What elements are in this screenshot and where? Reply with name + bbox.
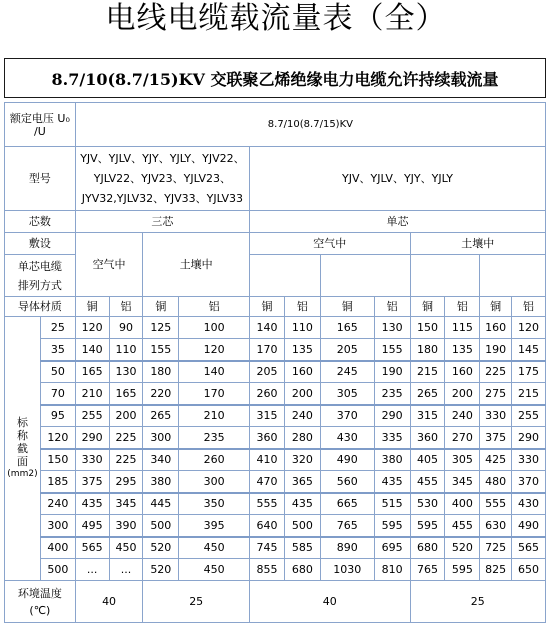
- col-copper: 铜: [250, 297, 285, 317]
- ampacity-cell: 515: [374, 493, 410, 515]
- ampacity-cell: 205: [320, 339, 374, 361]
- ampacity-cell: 90: [109, 317, 143, 339]
- ampacity-cell: 315: [250, 405, 285, 427]
- ampacity-cell: 120: [179, 339, 250, 361]
- ampacity-cell: 125: [143, 317, 179, 339]
- ampacity-cell: 260: [250, 383, 285, 405]
- ambient-single-soil: 25: [410, 581, 545, 623]
- section-size: 150: [40, 449, 75, 471]
- ampacity-cell: 225: [109, 449, 143, 471]
- cores-row: [5, 211, 546, 233]
- single-core-header: 单芯: [250, 211, 546, 233]
- material-row: [5, 297, 546, 317]
- ampacity-cell: 890: [320, 537, 374, 559]
- ampacity-cell: 345: [445, 471, 480, 493]
- ampacity-cell: 140: [179, 361, 250, 383]
- table-row: [5, 559, 546, 581]
- ampacity-cell: 630: [480, 515, 512, 537]
- ampacity-cell: 370: [320, 405, 374, 427]
- ampacity-cell: 110: [284, 317, 320, 339]
- ampacity-cell: 295: [109, 471, 143, 493]
- ampacity-cell: 345: [109, 493, 143, 515]
- model-row: [5, 147, 546, 211]
- rated-voltage-label: 额定电压 U₀ /U: [5, 103, 76, 147]
- ampacity-cell: 350: [179, 493, 250, 515]
- arrangement-diagram-2: [320, 255, 410, 297]
- ampacity-cell: 190: [374, 361, 410, 383]
- ampacity-cell: 595: [410, 515, 445, 537]
- section-size: 400: [40, 537, 75, 559]
- ampacity-cell: 725: [480, 537, 512, 559]
- ampacity-cell: 500: [284, 515, 320, 537]
- ampacity-cell: 170: [250, 339, 285, 361]
- ampacity-cell: 145: [511, 339, 545, 361]
- ampacity-cell: 370: [511, 471, 545, 493]
- ampacity-cell: 235: [374, 383, 410, 405]
- ampacity-cell: 260: [179, 449, 250, 471]
- ampacity-cell: 665: [320, 493, 374, 515]
- ampacity-cell: 200: [445, 383, 480, 405]
- section-size: 25: [40, 317, 75, 339]
- three-core-soil-header: 土壤中: [143, 233, 250, 297]
- ampacity-cell: 650: [511, 559, 545, 581]
- ampacity-cell: 520: [143, 559, 179, 581]
- ampacity-cell: 400: [445, 493, 480, 515]
- ampacity-cell: 135: [284, 339, 320, 361]
- ampacity-cell: 375: [75, 471, 109, 493]
- ampacity-cell: 240: [445, 405, 480, 427]
- ambient-single-air: 40: [250, 581, 411, 623]
- ampacity-cell: 365: [284, 471, 320, 493]
- ampacity-cell: 305: [320, 383, 374, 405]
- ampacity-cell: 205: [250, 361, 285, 383]
- ampacity-cell: 455: [410, 471, 445, 493]
- ampacity-cell: 180: [143, 361, 179, 383]
- section-size: 95: [40, 405, 75, 427]
- ampacity-cell: 280: [284, 427, 320, 449]
- ampacity-cell: 825: [480, 559, 512, 581]
- ampacity-cell: 215: [410, 361, 445, 383]
- table-row: [5, 339, 546, 361]
- ampacity-cell: 300: [143, 427, 179, 449]
- ampacity-cell: 165: [75, 361, 109, 383]
- ampacity-cell: 810: [374, 559, 410, 581]
- model-single-core: YJV、YJLV、YJY、YJLY: [250, 147, 546, 211]
- ampacity-cell: 320: [284, 449, 320, 471]
- ampacity-cell: 330: [480, 405, 512, 427]
- ampacity-cell: 265: [143, 405, 179, 427]
- table-row: [5, 383, 546, 405]
- ampacity-cell: 450: [179, 559, 250, 581]
- material-label: 导体材质: [5, 297, 76, 317]
- ampacity-cell: 745: [250, 537, 285, 559]
- ampacity-cell: 380: [143, 471, 179, 493]
- ampacity-cell: 375: [480, 427, 512, 449]
- ampacity-cell: 390: [109, 515, 143, 537]
- section-size: 185: [40, 471, 75, 493]
- ampacity-cell: 200: [109, 405, 143, 427]
- col-copper: 铜: [75, 297, 109, 317]
- ampacity-cell: 555: [480, 493, 512, 515]
- ampacity-cell: 490: [320, 449, 374, 471]
- ampacity-cell: 210: [75, 383, 109, 405]
- three-core-air-header: 空气中: [75, 233, 143, 297]
- data-body: [5, 317, 546, 581]
- ampacity-cell: 265: [410, 383, 445, 405]
- ampacity-cell: 595: [445, 559, 480, 581]
- table-subtitle: 8.7/10(8.7/15)KV 交联聚乙烯绝缘电力电缆允许持续载流量: [4, 58, 546, 98]
- section-size: 70: [40, 383, 75, 405]
- ampacity-cell: 130: [374, 317, 410, 339]
- arrangement-diagram-1: [250, 255, 321, 297]
- ampacity-cell: 450: [179, 537, 250, 559]
- ampacity-cell: 180: [410, 339, 445, 361]
- ampacity-cell: 155: [143, 339, 179, 361]
- model-label: 型号: [5, 147, 76, 211]
- table-row: [5, 515, 546, 537]
- model-three-core: YJV、YJLV、YJY、YJLY、YJV22、 YJLV22、YJV23、YJLV23、 JYV32,YJLV32、YJV33、YJLV33: [75, 147, 249, 211]
- ampacity-cell: 200: [284, 383, 320, 405]
- ampacity-cell: 155: [374, 339, 410, 361]
- ampacity-cell: 305: [445, 449, 480, 471]
- ampacity-cell: 225: [480, 361, 512, 383]
- rated-voltage-row: [5, 103, 546, 147]
- ampacity-cell: 190: [480, 339, 512, 361]
- ampacity-cell: 220: [143, 383, 179, 405]
- ampacity-cell: 410: [250, 449, 285, 471]
- ampacity-cell: 330: [75, 449, 109, 471]
- col-aluminum: 铝: [374, 297, 410, 317]
- ampacity-cell: 1030: [320, 559, 374, 581]
- ampacity-cell: 255: [75, 405, 109, 427]
- ampacity-cell: 235: [179, 427, 250, 449]
- ampacity-cell: 520: [445, 537, 480, 559]
- ampacity-cell: 495: [75, 515, 109, 537]
- ampacity-cell: 500: [143, 515, 179, 537]
- ampacity-cell: 430: [320, 427, 374, 449]
- ampacity-cell: 120: [75, 317, 109, 339]
- table-row: [5, 471, 546, 493]
- ampacity-cell: 270: [445, 427, 480, 449]
- section-size: 500: [40, 559, 75, 581]
- laying-row: [5, 233, 546, 255]
- ampacity-cell: 165: [109, 383, 143, 405]
- ampacity-cell: 360: [250, 427, 285, 449]
- col-aluminum: 铝: [109, 297, 143, 317]
- ampacity-cell: 315: [410, 405, 445, 427]
- three-core-header: 三芯: [75, 211, 249, 233]
- ampacity-cell: 435: [284, 493, 320, 515]
- ampacity-cell: 640: [250, 515, 285, 537]
- section-size: 300: [40, 515, 75, 537]
- table-row: [5, 405, 546, 427]
- col-copper: 铜: [410, 297, 445, 317]
- ampacity-cell: 445: [143, 493, 179, 515]
- ampacity-cell: 480: [480, 471, 512, 493]
- ampacity-cell: 300: [179, 471, 250, 493]
- table-row: [5, 317, 546, 339]
- ampacity-cell: 110: [109, 339, 143, 361]
- ampacity-cell: 595: [374, 515, 410, 537]
- ampacity-cell: 340: [143, 449, 179, 471]
- ampacity-cell: 765: [410, 559, 445, 581]
- section-size: 50: [40, 361, 75, 383]
- ampacity-cell: 520: [143, 537, 179, 559]
- single-core-soil-header: 土壤中: [410, 233, 545, 255]
- ampacity-cell: 160: [445, 361, 480, 383]
- ampacity-cell: 115: [445, 317, 480, 339]
- rated-voltage-value: 8.7/10(8.7/15)KV: [75, 103, 545, 147]
- ambient-three-soil: 25: [143, 581, 250, 623]
- ampacity-cell: 120: [511, 317, 545, 339]
- ampacity-cell: 290: [511, 427, 545, 449]
- ampacity-cell: 680: [410, 537, 445, 559]
- ampacity-cell: 335: [374, 427, 410, 449]
- ampacity-cell: 395: [179, 515, 250, 537]
- arrangement-label: 单芯电缆 排列方式: [5, 255, 76, 297]
- ampacity-cell: 425: [480, 449, 512, 471]
- ampacity-cell: 240: [284, 405, 320, 427]
- ampacity-cell: 450: [109, 537, 143, 559]
- ambient-row: [5, 581, 546, 623]
- ampacity-cell: 160: [480, 317, 512, 339]
- table-row: [5, 537, 546, 559]
- ampacity-cell: 140: [250, 317, 285, 339]
- ampacity-cell: 380: [374, 449, 410, 471]
- page-title: 电线电缆载流量表（全）: [105, 1, 447, 36]
- col-aluminum: 铝: [179, 297, 250, 317]
- ampacity-cell: 290: [75, 427, 109, 449]
- col-copper: 铜: [480, 297, 512, 317]
- section-size: 240: [40, 493, 75, 515]
- ampacity-cell: 585: [284, 537, 320, 559]
- arrangement-diagram-4: [480, 255, 546, 297]
- ampacity-cell: 225: [109, 427, 143, 449]
- cores-label: 芯数: [5, 211, 76, 233]
- ampacity-cell: 135: [445, 339, 480, 361]
- ampacity-cell: 215: [511, 383, 545, 405]
- ampacity-cell: 290: [374, 405, 410, 427]
- section-size: 35: [40, 339, 75, 361]
- ampacity-cell: 255: [511, 405, 545, 427]
- col-aluminum: 铝: [284, 297, 320, 317]
- ampacity-cell: 565: [511, 537, 545, 559]
- col-copper: 铜: [320, 297, 374, 317]
- ampacity-cell: 330: [511, 449, 545, 471]
- ampacity-cell: 695: [374, 537, 410, 559]
- col-aluminum: 铝: [445, 297, 480, 317]
- ambient-three-air: 40: [75, 581, 143, 623]
- ampacity-cell: 435: [75, 493, 109, 515]
- col-copper: 铜: [143, 297, 179, 317]
- laying-label: 敷设: [5, 233, 76, 255]
- table-row: [5, 361, 546, 383]
- ampacity-cell: 170: [179, 383, 250, 405]
- ampacity-table: [4, 102, 546, 623]
- arrangement-diagram-3: [410, 255, 480, 297]
- ampacity-cell: 435: [374, 471, 410, 493]
- ampacity-cell: 245: [320, 361, 374, 383]
- ampacity-cell: 765: [320, 515, 374, 537]
- ambient-label: 环境温度 (℃): [5, 581, 76, 623]
- section-size: 120: [40, 427, 75, 449]
- ampacity-cell: 430: [511, 493, 545, 515]
- ampacity-cell: ...: [75, 559, 109, 581]
- ampacity-cell: 555: [250, 493, 285, 515]
- single-core-air-header: 空气中: [250, 233, 411, 255]
- table-row: [5, 427, 546, 449]
- ampacity-cell: 490: [511, 515, 545, 537]
- ampacity-cell: 560: [320, 471, 374, 493]
- ampacity-cell: 565: [75, 537, 109, 559]
- ampacity-cell: 470: [250, 471, 285, 493]
- ampacity-cell: 275: [480, 383, 512, 405]
- ampacity-cell: 855: [250, 559, 285, 581]
- ampacity-cell: 150: [410, 317, 445, 339]
- section-label: 标 称 截 面 (mm2): [5, 317, 41, 581]
- table-row: [5, 449, 546, 471]
- ampacity-cell: 165: [320, 317, 374, 339]
- ampacity-cell: 130: [109, 361, 143, 383]
- ampacity-cell: 405: [410, 449, 445, 471]
- ampacity-cell: 455: [445, 515, 480, 537]
- ampacity-cell: 360: [410, 427, 445, 449]
- ampacity-cell: 100: [179, 317, 250, 339]
- table-row: [5, 493, 546, 515]
- ampacity-cell: 530: [410, 493, 445, 515]
- ampacity-cell: 680: [284, 559, 320, 581]
- ampacity-cell: 210: [179, 405, 250, 427]
- col-aluminum: 铝: [511, 297, 545, 317]
- ampacity-cell: 140: [75, 339, 109, 361]
- ampacity-cell: ...: [109, 559, 143, 581]
- ampacity-cell: 160: [284, 361, 320, 383]
- ampacity-cell: 175: [511, 361, 545, 383]
